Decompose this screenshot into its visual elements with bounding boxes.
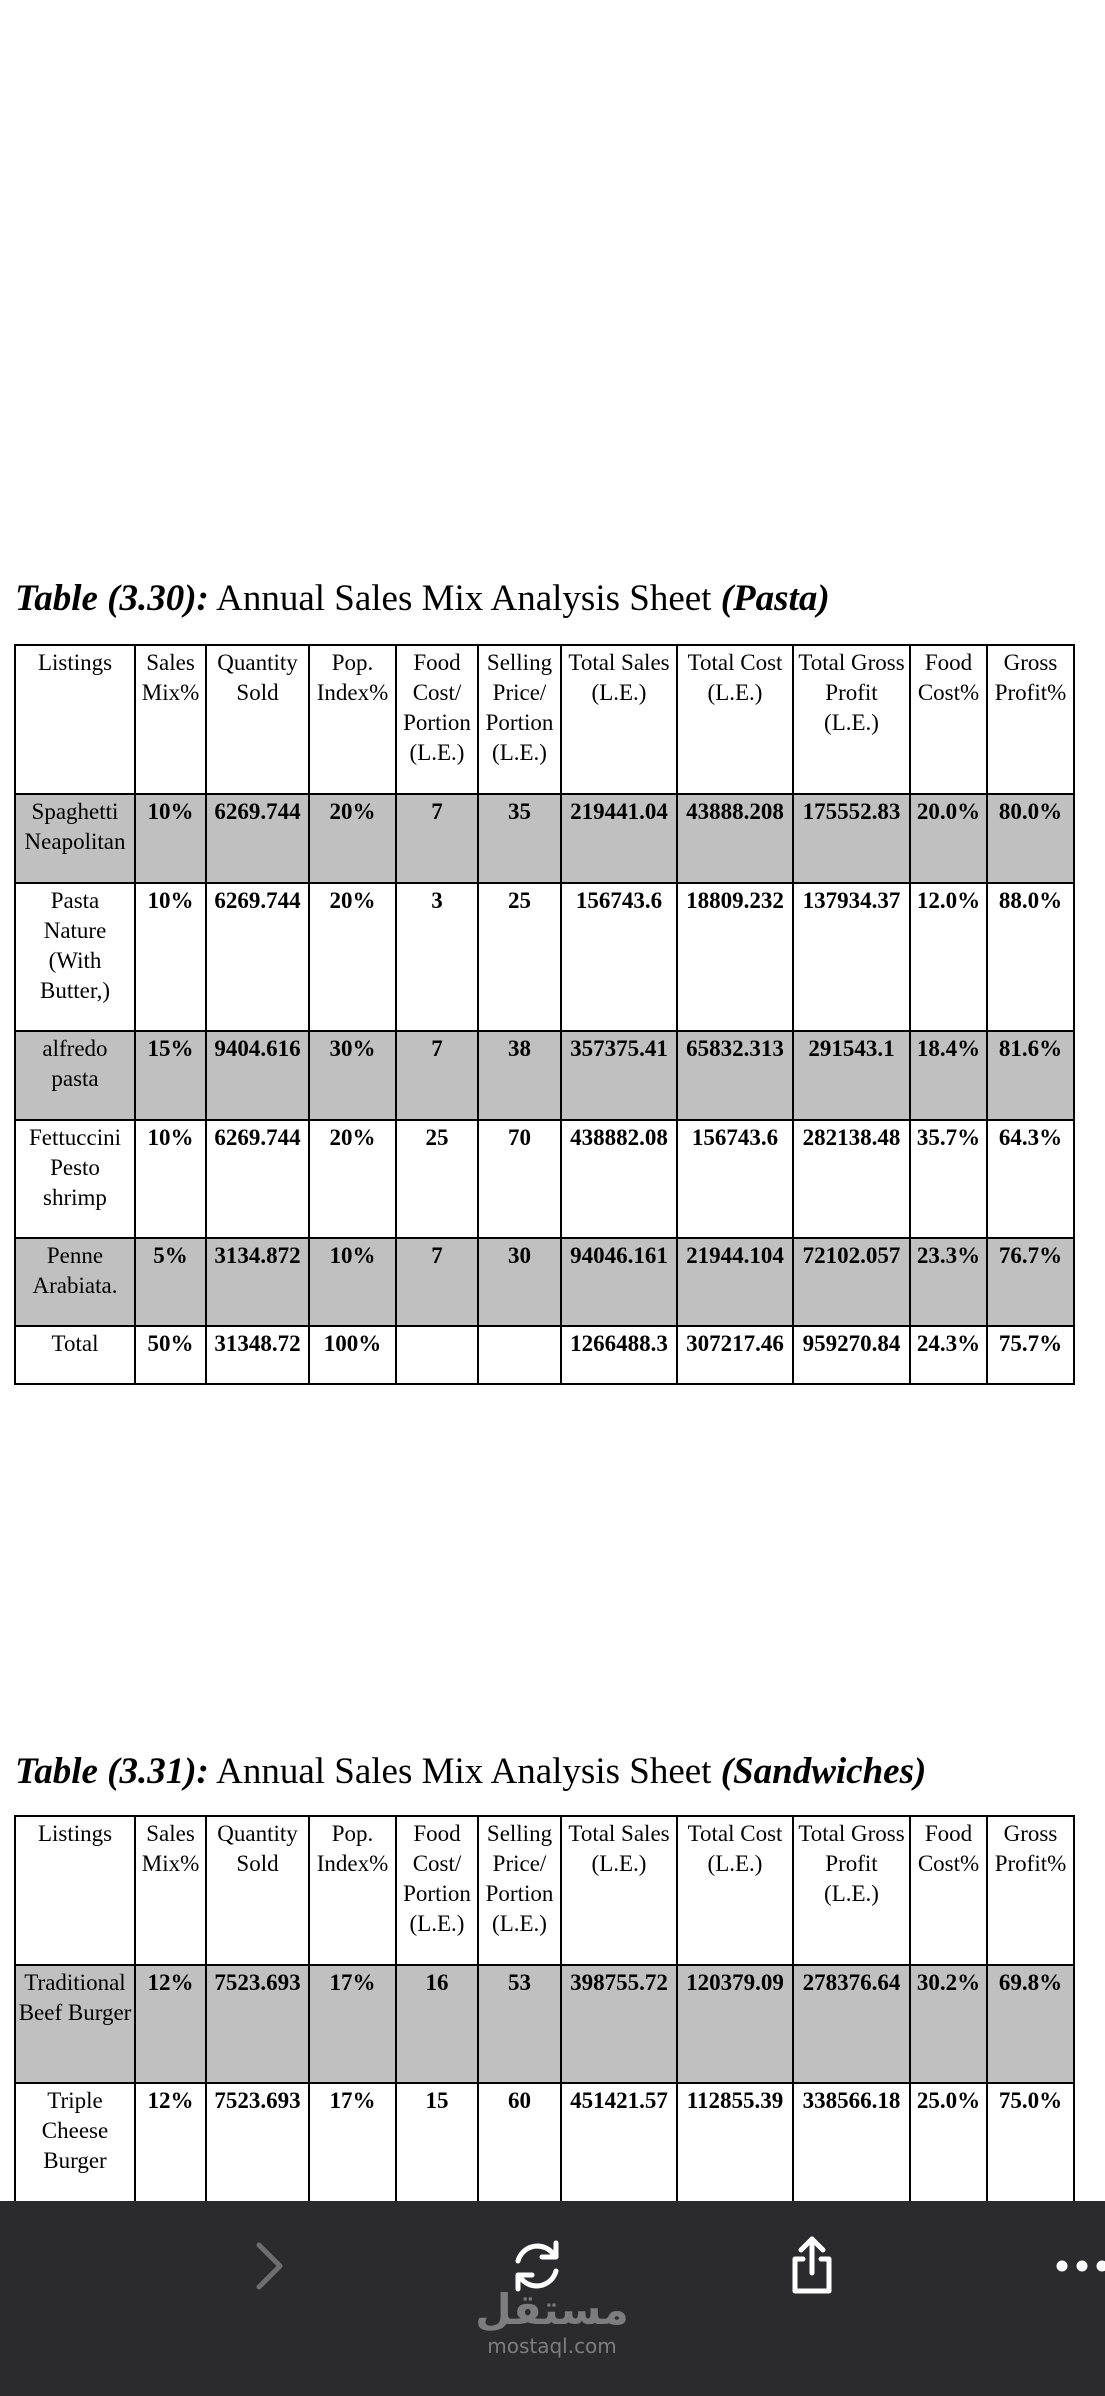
cell-total-sales: 1266488.3 — [561, 1326, 677, 1384]
cell-total-sales: 219441.04 — [561, 794, 677, 883]
header-pop-index: Pop. Index% — [309, 645, 396, 794]
header-total-sales: Total Sales (L.E.) — [561, 645, 677, 794]
header-selling-price-portion: Selling Price/ Portion (L.E.) — [478, 645, 561, 794]
cell-total-cost: 18809.232 — [677, 883, 793, 1031]
table-total-row — [15, 1326, 1074, 1384]
table-row — [15, 1965, 1074, 2083]
table-row — [15, 1238, 1074, 1326]
header-pop-index: Pop. Index% — [309, 1816, 396, 1965]
table-row — [15, 883, 1074, 1031]
table-row — [15, 794, 1074, 883]
header-selling-price-portion: Selling Price/ Portion (L.E.) — [478, 1816, 561, 1965]
cell-food-cost-pct: 25.0% — [910, 2083, 987, 2203]
cell-selling-price: 60 — [478, 2083, 561, 2203]
cell-total-sales: 94046.161 — [561, 1238, 677, 1326]
cell-quantity: 6269.744 — [206, 1120, 309, 1238]
cell-pop-index: 10% — [309, 1238, 396, 1326]
cell-total-cost: 307217.46 — [677, 1326, 793, 1384]
header-total-gross-profit: Total Gross Profit (L.E.) — [793, 645, 910, 794]
header-sales-mix: Sales Mix% — [135, 645, 206, 794]
cell-food-cost: 7 — [396, 1031, 478, 1120]
cell-food-cost-pct: 24.3% — [910, 1326, 987, 1384]
cell-sales-mix: 10% — [135, 883, 206, 1031]
bottom-navigation-bar — [0, 2201, 1105, 2396]
caption-text: Annual Sales Mix Analysis Sheet — [216, 578, 712, 619]
cell-gross-profit: 72102.057 — [793, 1238, 910, 1326]
cell-listing: alfredo pasta — [15, 1031, 135, 1120]
cell-gross-profit-pct: 69.8% — [987, 1965, 1074, 2083]
header-food-cost-portion: Food Cost/ Portion (L.E.) — [396, 645, 478, 794]
cell-listing: Total — [15, 1326, 135, 1384]
header-total-cost: Total Cost (L.E.) — [677, 1816, 793, 1965]
reload-button[interactable] — [502, 2231, 572, 2301]
cell-selling-price: 25 — [478, 883, 561, 1031]
cell-total-sales: 357375.41 — [561, 1031, 677, 1120]
cell-food-cost: 7 — [396, 1238, 478, 1326]
cell-listing: Pasta Nature (With Butter,) — [15, 883, 135, 1031]
cell-food-cost-pct: 30.2% — [910, 1965, 987, 2083]
cell-food-cost-pct: 12.0% — [910, 883, 987, 1031]
cell-food-cost-pct: 20.0% — [910, 794, 987, 883]
cell-total-cost: 21944.104 — [677, 1238, 793, 1326]
cell-pop-index: 17% — [309, 1965, 396, 2083]
cell-food-cost: 16 — [396, 1965, 478, 2083]
cell-gross-profit-pct: 80.0% — [987, 794, 1074, 883]
cell-sales-mix: 12% — [135, 2083, 206, 2203]
cell-total-cost: 65832.313 — [677, 1031, 793, 1120]
cell-total-cost: 43888.208 — [677, 794, 793, 883]
cell-listing: Spaghetti Neapolitan — [15, 794, 135, 883]
forward-button[interactable] — [232, 2231, 302, 2301]
more-button[interactable] — [1050, 2231, 1105, 2301]
cell-gross-profit: 338566.18 — [793, 2083, 910, 2203]
cell-total-cost: 120379.09 — [677, 1965, 793, 2083]
cell-food-cost — [396, 1326, 478, 1384]
header-listings: Listings — [15, 645, 135, 794]
cell-pop-index: 20% — [309, 1120, 396, 1238]
cell-total-sales: 156743.6 — [561, 883, 677, 1031]
cell-quantity: 31348.72 — [206, 1326, 309, 1384]
sandwiches-sales-mix-table — [14, 1815, 1075, 2204]
cell-selling-price: 35 — [478, 794, 561, 883]
cell-gross-profit: 137934.37 — [793, 883, 910, 1031]
cell-sales-mix: 10% — [135, 794, 206, 883]
watermark-arabic: مستقل — [475, 2285, 629, 2334]
header-gross-profit-pct: Gross Profit% — [987, 1816, 1074, 1965]
cell-total-sales: 451421.57 — [561, 2083, 677, 2203]
more-icon — [1050, 2231, 1105, 2301]
cell-gross-profit-pct: 75.7% — [987, 1326, 1074, 1384]
header-total-gross-profit: Total Gross Profit (L.E.) — [793, 1816, 910, 1965]
header-quantity-sold: Quantity Sold — [206, 1816, 309, 1965]
cell-total-sales: 438882.08 — [561, 1120, 677, 1238]
caption-text: Annual Sales Mix Analysis Sheet — [216, 1751, 712, 1792]
cell-gross-profit-pct: 81.6% — [987, 1031, 1074, 1120]
header-total-cost: Total Cost (L.E.) — [677, 645, 793, 794]
table-header-row — [15, 1816, 1074, 1965]
table-row — [15, 2083, 1074, 2203]
cell-gross-profit-pct: 76.7% — [987, 1238, 1074, 1326]
cell-quantity: 6269.744 — [206, 794, 309, 883]
refresh-icon — [502, 2231, 572, 2301]
cell-listing: Penne Arabiata. — [15, 1238, 135, 1326]
share-icon — [777, 2231, 847, 2301]
cell-sales-mix: 5% — [135, 1238, 206, 1326]
cell-selling-price: 38 — [478, 1031, 561, 1120]
cell-quantity: 6269.744 — [206, 883, 309, 1031]
header-sales-mix: Sales Mix% — [135, 1816, 206, 1965]
cell-quantity: 3134.872 — [206, 1238, 309, 1326]
cell-gross-profit: 291543.1 — [793, 1031, 910, 1120]
pasta-sales-mix-table — [14, 644, 1075, 1385]
cell-sales-mix: 15% — [135, 1031, 206, 1120]
header-listings: Listings — [15, 1816, 135, 1965]
cell-quantity: 7523.693 — [206, 2083, 309, 2203]
cell-gross-profit-pct: 75.0% — [987, 2083, 1074, 2203]
cell-listing: Fettuccini Pesto shrimp — [15, 1120, 135, 1238]
table-row — [15, 1120, 1074, 1238]
cell-pop-index: 20% — [309, 883, 396, 1031]
cell-selling-price: 30 — [478, 1238, 561, 1326]
cell-gross-profit: 175552.83 — [793, 794, 910, 883]
caption-label: Table (3.30): — [15, 578, 209, 619]
chevron-right-icon — [232, 2231, 302, 2301]
cell-total-sales: 398755.72 — [561, 1965, 677, 2083]
cell-quantity: 9404.616 — [206, 1031, 309, 1120]
cell-pop-index: 30% — [309, 1031, 396, 1120]
header-food-cost-pct: Food Cost% — [910, 1816, 987, 1965]
cell-listing: Triple Cheese Burger — [15, 2083, 135, 2203]
cell-food-cost: 7 — [396, 794, 478, 883]
table-row — [15, 1031, 1074, 1120]
cell-gross-profit-pct: 88.0% — [987, 883, 1074, 1031]
cell-gross-profit-pct: 64.3% — [987, 1120, 1074, 1238]
header-food-cost-pct: Food Cost% — [910, 645, 987, 794]
table-3-30-caption — [15, 577, 830, 621]
cell-food-cost-pct: 23.3% — [910, 1238, 987, 1326]
cell-selling-price: 70 — [478, 1120, 561, 1238]
header-gross-profit-pct: Gross Profit% — [987, 645, 1074, 794]
cell-food-cost-pct: 18.4% — [910, 1031, 987, 1120]
cell-listing: Traditional Beef Burger — [15, 1965, 135, 2083]
cell-food-cost: 15 — [396, 2083, 478, 2203]
cell-food-cost: 3 — [396, 883, 478, 1031]
cell-pop-index: 100% — [309, 1326, 396, 1384]
cell-gross-profit: 278376.64 — [793, 1965, 910, 2083]
cell-total-cost: 112855.39 — [677, 2083, 793, 2203]
cell-gross-profit: 959270.84 — [793, 1326, 910, 1384]
cell-food-cost-pct: 35.7% — [910, 1120, 987, 1238]
table-header-row — [15, 645, 1074, 794]
watermark-url: mostaql.com — [487, 2334, 617, 2358]
cell-sales-mix: 10% — [135, 1120, 206, 1238]
table-3-31-caption — [15, 1750, 926, 1794]
cell-selling-price — [478, 1326, 561, 1384]
share-button[interactable] — [777, 2231, 847, 2301]
cell-sales-mix: 50% — [135, 1326, 206, 1384]
cell-food-cost: 25 — [396, 1120, 478, 1238]
cell-quantity: 7523.693 — [206, 1965, 309, 2083]
cell-pop-index: 20% — [309, 794, 396, 883]
caption-category: (Pasta) — [720, 578, 830, 619]
caption-label: Table (3.31): — [15, 1751, 209, 1792]
header-total-sales: Total Sales (L.E.) — [561, 1816, 677, 1965]
cell-total-cost: 156743.6 — [677, 1120, 793, 1238]
caption-category: (Sandwiches) — [720, 1751, 927, 1792]
cell-selling-price: 53 — [478, 1965, 561, 2083]
cell-gross-profit: 282138.48 — [793, 1120, 910, 1238]
header-food-cost-portion: Food Cost/ Portion (L.E.) — [396, 1816, 478, 1965]
cell-pop-index: 17% — [309, 2083, 396, 2203]
header-quantity-sold: Quantity Sold — [206, 645, 309, 794]
cell-sales-mix: 12% — [135, 1965, 206, 2083]
